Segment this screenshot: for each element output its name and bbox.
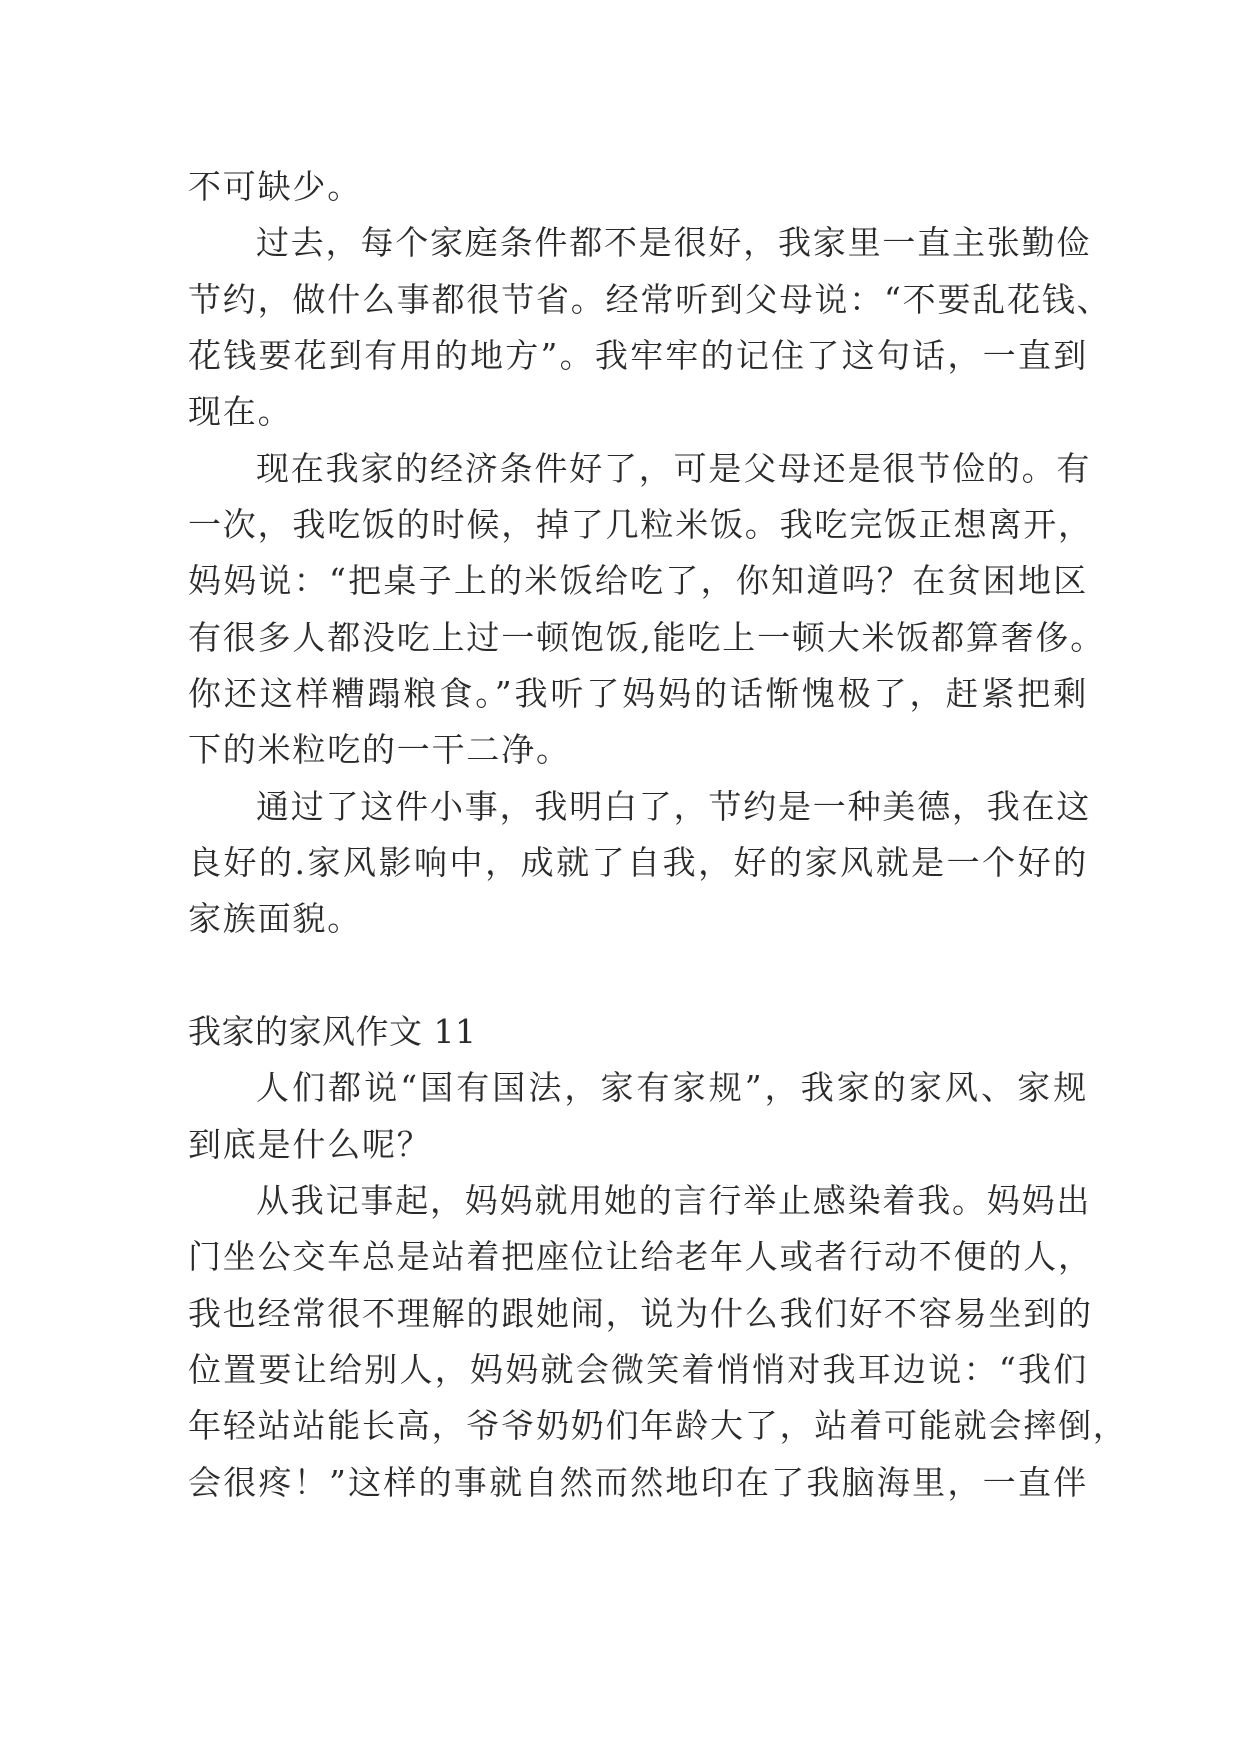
paragraph-start-line: 过去，每个家庭条件都不是很好，我家里一直主张勤俭 (256, 223, 1092, 262)
text-line-9: 有很多人都没吃上过一顿饱饭,能吃上一顿大米饭都算奢侈。 (188, 618, 1106, 657)
text-line-20: 我也经常很不理解的跟她闹，说为什么我们好不容易坐到的 (188, 1294, 1093, 1333)
paragraph-start-line: 通过了这件小事，我明白了，节约是一种美德，我在这 (256, 787, 1092, 826)
text-line-1: 不可缺少。 (188, 167, 362, 206)
text-line-22: 年轻站站能长高，爷爷奶奶们年龄大了，站着可能就会摔倒， (188, 1406, 1128, 1445)
text-line-5: 现在。 (188, 392, 293, 431)
text-line-17: 到底是什么呢？ (188, 1125, 432, 1164)
paragraph-start-line: 人们都说“国有国法，家有家规”，我家的家风、家规 (256, 1068, 1088, 1107)
text-line-23: 会很疼！”这样的事就自然而然地印在了我脑海里，一直伴 (188, 1463, 1088, 1502)
text-line-11: 下的米粒吃的一干二净。 (188, 730, 571, 769)
text-line-8: 妈妈说：“把桌子上的米饭给吃了，你知道吗？在贫困地区 (188, 561, 1088, 600)
text-line-19: 门坐公交车总是站着把座位让给老年人或者行动不便的人， (188, 1237, 1093, 1276)
section-heading: 我家的家风作文 11 (188, 1012, 477, 1051)
paragraph-start-line: 现在我家的经济条件好了，可是父母还是很节俭的。有 (256, 449, 1092, 488)
text-line-4: 花钱要花到有用的地方”。我牢牢的记住了这句话，一直到 (188, 336, 1088, 375)
paragraph-start-line: 从我记事起，妈妈就用她的言行举止感染着我。妈妈出 (256, 1181, 1092, 1220)
text-line-10: 你还这样糟蹋粮食。”我听了妈妈的话惭愧极了，赶紧把剩 (188, 674, 1088, 713)
text-line-21: 位置要让给别人，妈妈就会微笑着悄悄对我耳边说：“我们 (188, 1350, 1088, 1389)
text-line-3: 节约，做什么事都很节省。经常听到父母说：“不要乱花钱、 (188, 280, 1112, 319)
text-line-13: 良好的.家风影响中，成就了自我，好的家风就是一个好的 (188, 843, 1088, 882)
text-line-14: 家族面貌。 (188, 899, 362, 938)
text-line-7: 一次，我吃饭的时候，掉了几粒米饭。我吃完饭正想离开， (188, 505, 1093, 544)
